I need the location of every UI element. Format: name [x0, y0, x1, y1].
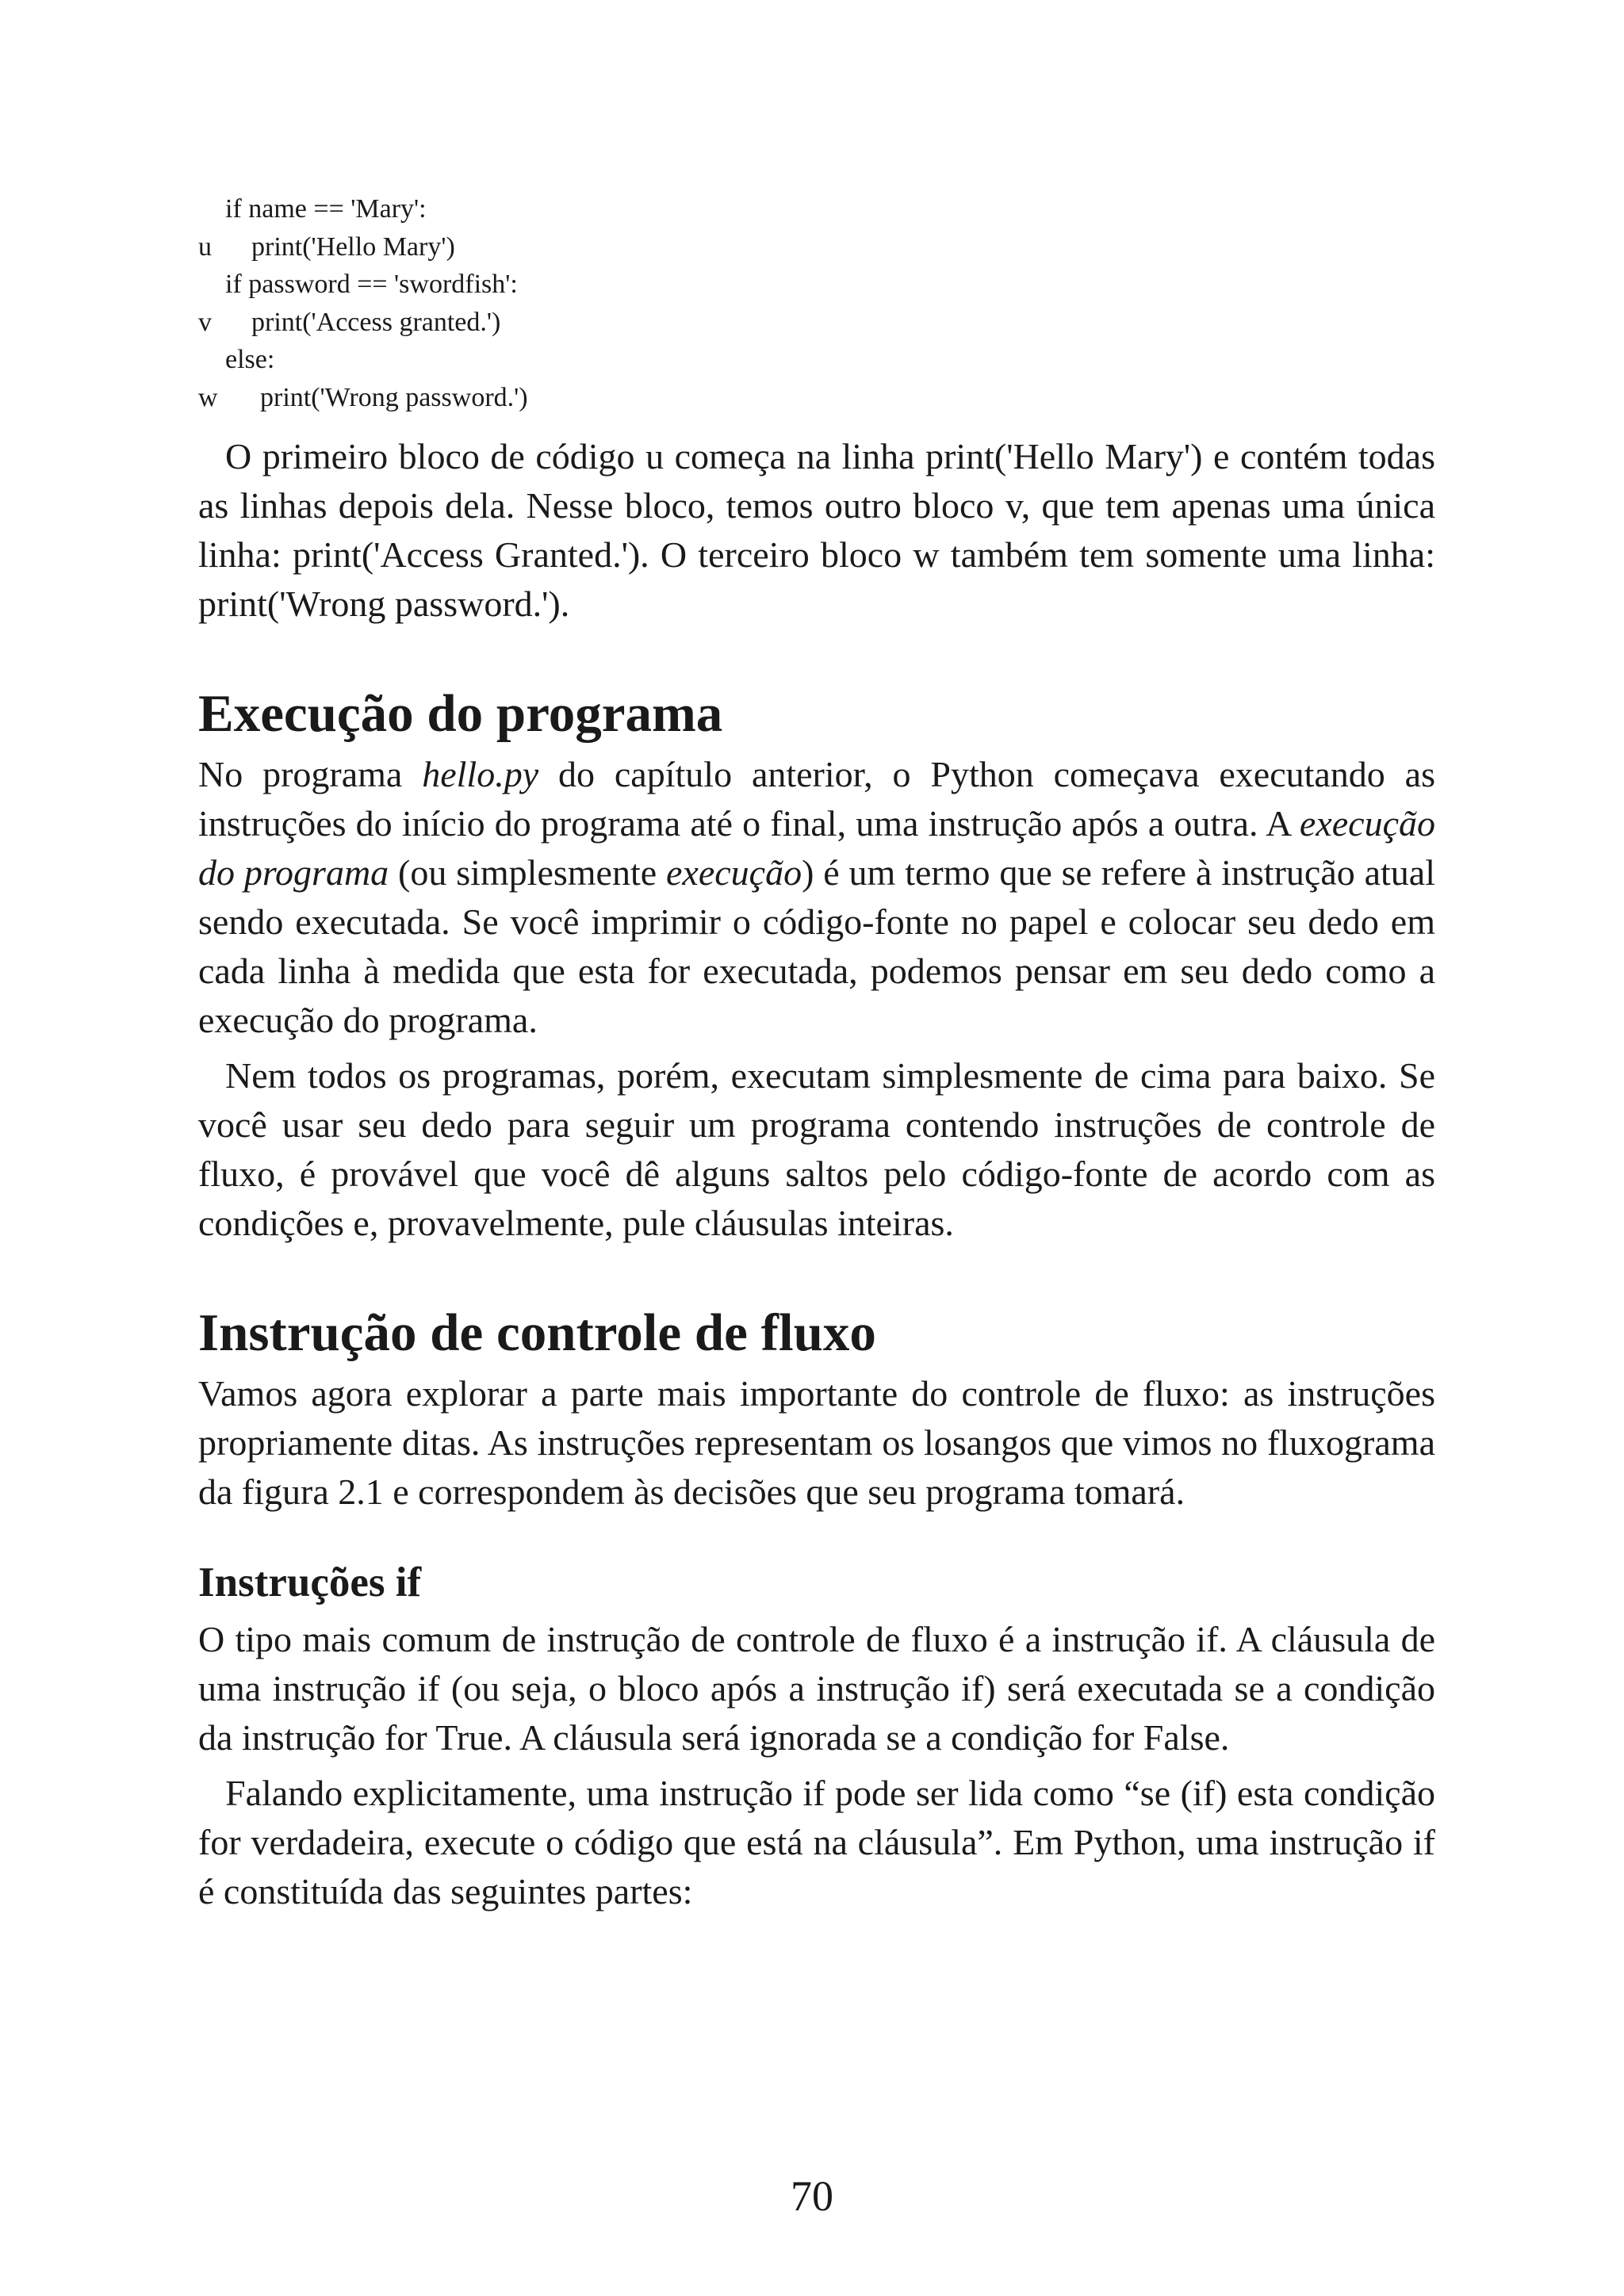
code-marker: u	[198, 232, 212, 262]
code-text: else:	[225, 345, 275, 374]
italic-term-execucao-do-programa: execução do programa	[198, 803, 1435, 893]
code-line	[198, 304, 1435, 342]
code-line	[198, 190, 1435, 228]
code-text: print('Hello Mary')	[251, 232, 455, 262]
text-run: ) é um termo que se refere à instrução atual sendo executada. Se você imprimir o código-fonte no papel e colocar seu dedo em cada linha à medida que esta for executada, podemos pensar em seu dedo como a execução do programa.	[198, 852, 1435, 1040]
text-run: (ou simplesmente	[389, 852, 667, 893]
section-heading-execucao: Execução do programa	[198, 684, 723, 743]
code-marker: v	[198, 307, 212, 337]
code-marker	[198, 190, 225, 228]
code-marker: w	[198, 382, 218, 412]
code-line	[198, 228, 1435, 266]
subsection-heading-if: Instruções if	[198, 1559, 422, 1605]
paragraph-blocks: O primeiro bloco de código u começa na linha print('Hello Mary') e contém todas as linhas depois dela. Nesse bloco, temos outro bloco v, que tem apenas uma única linha: print('Access Granted.'). O terceiro bloco w também tem somente uma linha: print('Wrong password.').	[198, 436, 1435, 624]
code-marker	[198, 266, 225, 304]
code-text: print('Access granted.')	[251, 307, 501, 337]
text-run: No programa	[198, 754, 423, 794]
paragraph-if-1: O tipo mais comum de instrução de controle de fluxo é a instrução if. A cláusula de uma instrução if (ou seja, o bloco após a instrução if) será executada se a condição da instrução for True. A cláusula será ignorada se a condição for False.	[198, 1619, 1435, 1758]
section-heading-controle: Instrução de controle de fluxo	[198, 1303, 876, 1362]
code-block	[198, 190, 1435, 416]
paragraph-execucao-2: Nem todos os programas, porém, executam simplesmente de cima para baixo. Se você usar seu dedo para seguir um programa contendo instruções de controle de fluxo, é provável que você dê alguns saltos pelo código-fonte de acordo com as condições e, provavelmente, pule cláusulas inteiras.	[198, 1055, 1435, 1243]
code-marker	[198, 341, 225, 379]
code-text: if password == 'swordfish':	[225, 270, 518, 299]
code-line	[198, 266, 1435, 304]
code-text: if name == 'Mary':	[225, 194, 427, 224]
paragraph-if-2: Falando explicitamente, uma instrução if pode ser lida como “se (if) esta condição for verdadeira, execute o código que está na cláusula”. Em Python, uma instrução if é constituída das seguintes partes:	[198, 1773, 1435, 1911]
paragraph-execucao-1	[198, 750, 1435, 1045]
code-line	[198, 341, 1435, 379]
paragraph-controle-1: Vamos agora explorar a parte mais importante do controle de fluxo: as instruções propriamente ditas. As instruções representam os losangos que vimos no fluxograma da figura 2.1 e correspondem às decisões que seu programa tomará.	[198, 1373, 1435, 1512]
page-number: 70	[791, 2172, 833, 2220]
text-run: do capítulo anterior, o Python começava executando as instruções do início do programa até o final, uma instrução após a outra. A	[198, 754, 1435, 844]
italic-term-hello-py: hello.py	[422, 754, 539, 794]
code-line	[198, 379, 1435, 417]
code-text: print('Wrong password.')	[260, 382, 528, 412]
page-content	[198, 190, 1435, 1916]
italic-term-execucao: execução	[666, 852, 802, 893]
